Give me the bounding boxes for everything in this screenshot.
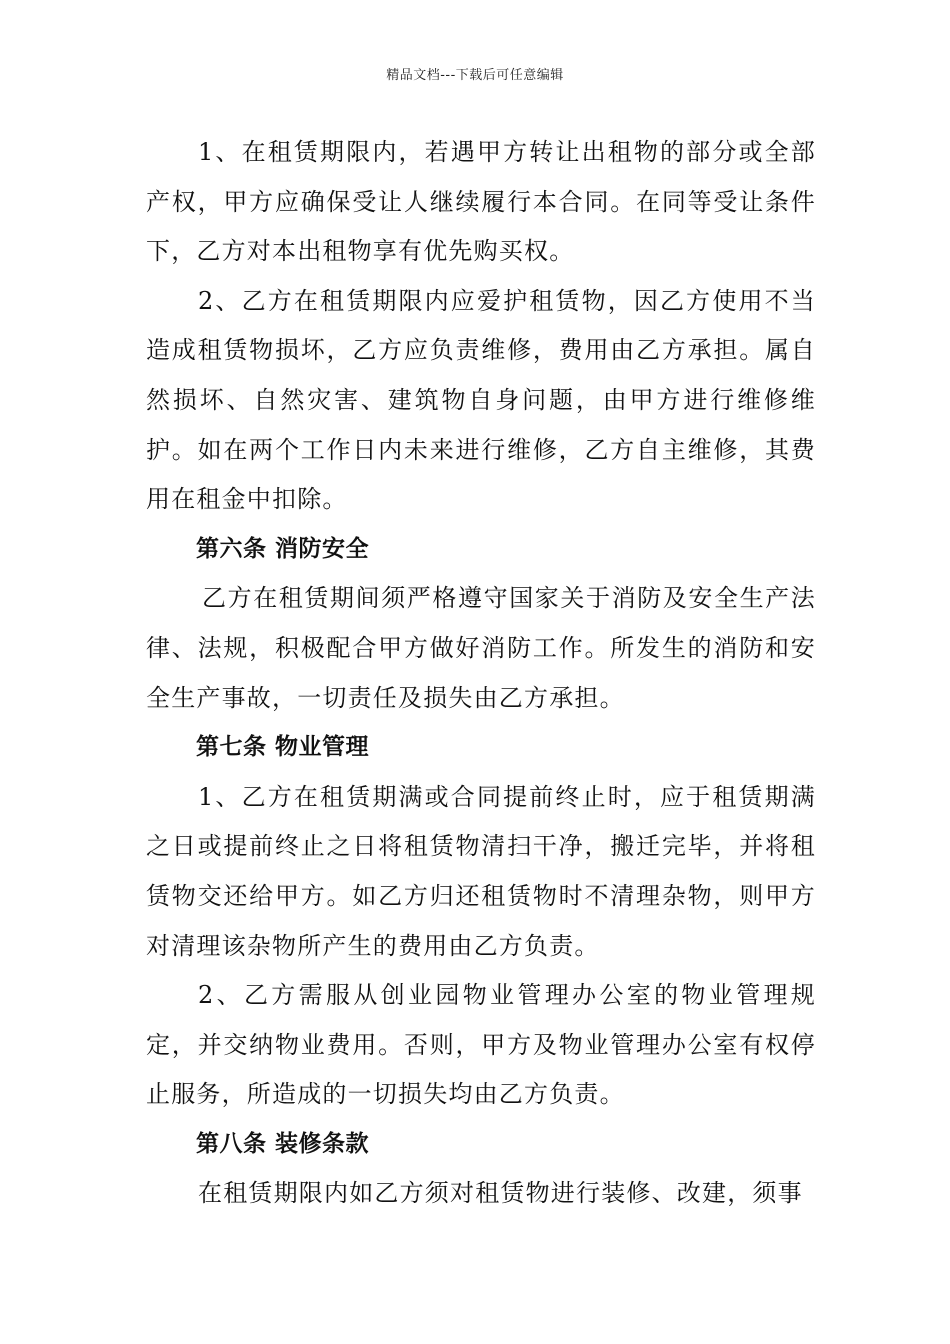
section-heading-article-7: 第七条 物业管理: [196, 734, 370, 761]
document-body: [146, 128, 816, 1219]
paragraph-clause-5-1: 1、在租赁期限内，若遇甲方转让出租物的部分或全部产权，甲方应确保受让人继续履行本合同。在同等受让条件下，乙方对本出租物享有优先购买权。: [146, 138, 816, 266]
paragraph-decoration-clause: 在租赁期限内如乙方须对租赁物进行装修、改建，须事: [198, 1179, 803, 1208]
paragraph-clause-7-1: 1、乙方在租赁期满或合同提前终止时，应于租赁期满之日或提前终止之日将租赁物清扫干净，搬迁完毕，并将租赁物交还给甲方。如乙方归还租赁物时不清理杂物，则甲方对清理该杂物所产生的费用由乙方负责。: [146, 782, 816, 960]
paragraph-clause-7-2: 2、乙方需服从创业园物业管理办公室的物业管理规定，并交纳物业费用。否则，甲方及物业管理办公室有权停止服务，所造成的一切损失均由乙方负责。: [146, 981, 816, 1109]
page-header: 精品文档---下载后可任意编辑: [386, 68, 564, 83]
section-heading-article-8: 第八条 装修条款: [196, 1130, 370, 1157]
paragraph-fire-safety: 乙方在租赁期间须严格遵守国家关于消防及安全生产法律、法规，积极配合甲方做好消防工作。所发生的消防和安全生产事故，一切责任及损失由乙方承担。: [146, 584, 816, 712]
paragraph-clause-5-2: 2、乙方在租赁期限内应爱护租赁物，因乙方使用不当造成租赁物损坏，乙方应负责维修，费用由乙方承担。属自然损坏、自然灾害、建筑物自身问题，由甲方进行维修维护。如在两个工作日内未来进行维修，乙方自主维修，其费用在租金中扣除。: [146, 286, 816, 514]
section-heading-article-6: 第六条 消防安全: [196, 535, 370, 562]
